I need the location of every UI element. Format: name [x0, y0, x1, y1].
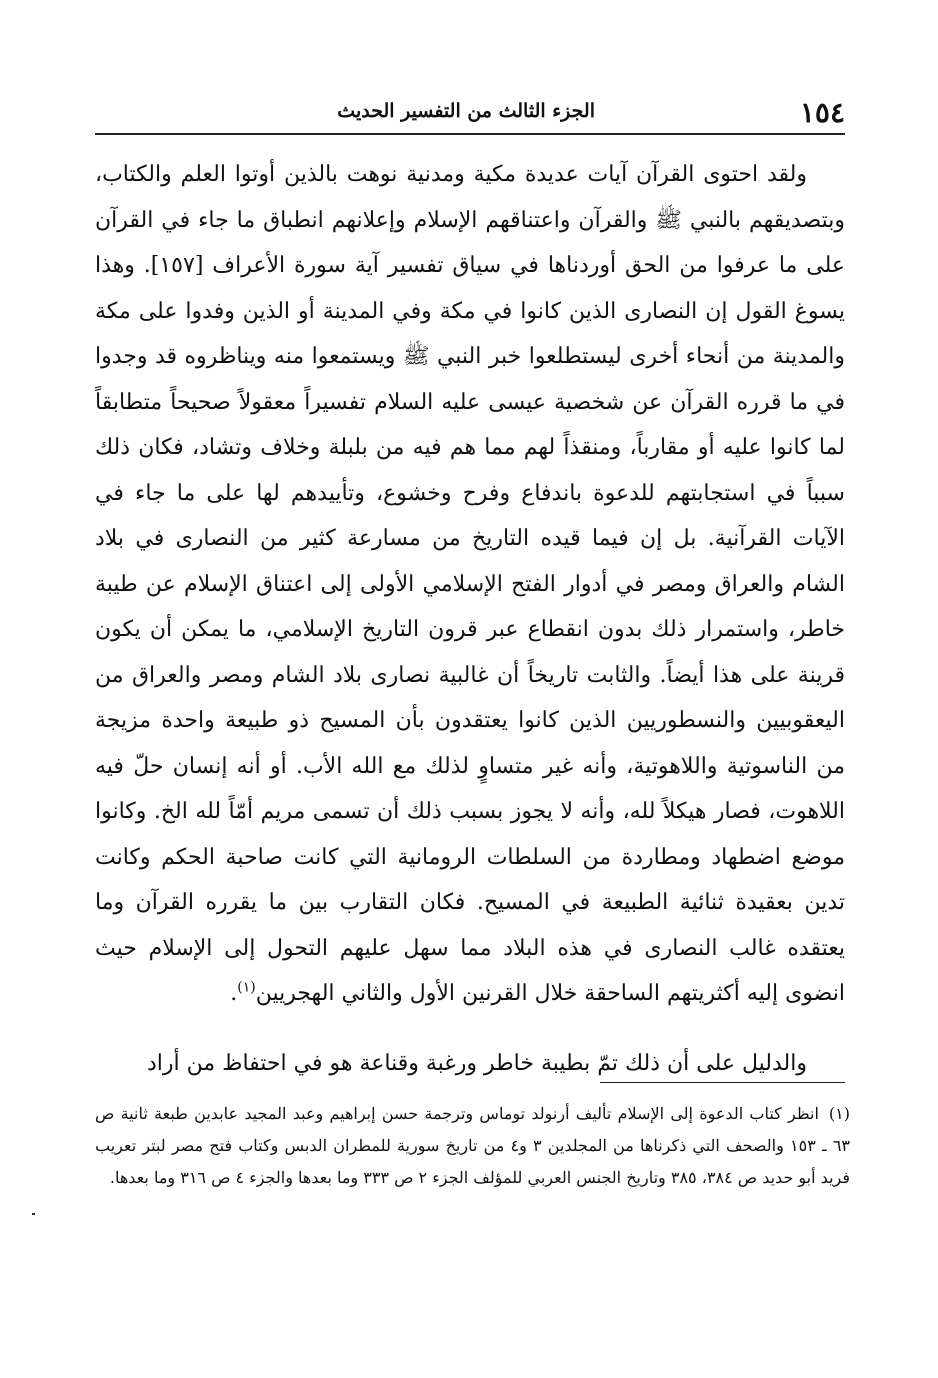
- paragraph-1-text: ولقد احتوى القرآن آيات عديدة مكية ومدنية نوهت بالذين أوتوا العلم والكتاب، وبتصديقهم بالنبي ﷺ والقرآن واعتناقهم الإسلام وإعلانهم انطباق ما جاء في القرآن على ما عرفوا من الحق أوردناها في سياق تفسير آية سورة الأعراف [١٥٧]. وهذا يسوغ القول إن النصارى الذين كانوا في مكة وفي المدينة أو الذين وفدوا على مكة والمدينة من أنحاء أخرى ليستطلعوا خبر النبي ﷺ ويستمعوا منه ويناظروه قد وجدوا في ما قرره القرآن عن شخصية عيسى عليه السلام تفسيراً معقولاً صحيحاً متطابقاً لما كانوا عليه أو مقارباً، ومنقذاً لهم مما هم فيه من بلبلة وخلاف وتشاد، فكان ذلك سبباً في استجابتهم للدعوة باندفاع وفرح وخشوع، وتأييدهم لها على ما جاء في الآيات القرآنية. بل إن فيما قيده التاريخ من مسارعة كثير من النصارى في بلاد الشام والعراق ومصر في أدوار الفتح الإسلامي الأولى إلى اعتناق الإسلام عن طيبة خاطر، واستمرار ذلك بدون انقطاع عبر قرون التاريخ الإسلامي، ما يمكن أن يكون قرينة على هذا أيضاً. والثابت تاريخاً أن غالبية نصارى بلاد الشام ومصر والعراق من اليعقوبيين والنسطوريين الذين كانوا يعتقدون بأن المسيح ذو طبيعة واحدة مزيجة من الناسوتية واللاهوتية، وأنه غير متساوٍ لذلك مع الله الأب. أو أنه إنسان حلّ فيه اللاهوت، فصار هيكلاً لله، وأنه لا يجوز بسبب ذلك أن تسمى مريم أمّاً لله الخ. وكانوا موضع اضطهاد ومطاردة من السلطات الرومانية التي كانت صاحبة الحكم وكانت تدين بعقيدة ثنائية الطبيعة في المسيح. فكان التقارب بين ما يقرره القرآن وما يعتقده غالب النصارى في هذه البلاد مما سهل عليهم التحول إلى الإسلام حيث انضوى إليه أكثريتهم الساحقة خلال القرنين الأول والثاني الهجريين: [95, 162, 846, 1006]
- footnote-reference: (١): [237, 979, 256, 996]
- page-header: [95, 92, 845, 132]
- footnote-rule: [600, 1082, 845, 1083]
- footnote-text: انظر كتاب الدعوة إلى الإسلام تأليف أرنولد توماس وترجمة حسن إبراهيم وعبد المجيد عابدين طبعة ثانية ص ٦٣ ـ ١٥٣ والصحف التي ذكرناها من المجلدين ٣ و٤ من تاريخ سورية للمطران الدبس وكتاب فتح مصر لبتر تعريب فريد أبو حديد ص ٣٨٤، ٣٨٥ وتاريخ الجنس العربي للمؤلف الجزء ٢ ص ٣٣٣ وما بعدها والجزء ٤ ص ٣١٦ وما بعدها.: [95, 1104, 851, 1187]
- paragraph-1: [95, 152, 845, 1017]
- header-rule: [95, 133, 845, 135]
- footnote: [95, 1098, 850, 1194]
- scan-speck: [32, 1213, 35, 1215]
- main-text: [95, 152, 845, 1086]
- paragraph-2: والدليل على أن ذلك تمّ بطيبة خاطر ورغبة وقناعة هو في احتفاظ من أراد: [146, 1050, 807, 1076]
- footnote-marker: (١): [828, 1104, 850, 1123]
- page-number: ١٥٤: [799, 96, 845, 129]
- running-title: الجزء الثالث من التفسير الحديث: [337, 100, 595, 122]
- paragraph-1-end: .: [230, 981, 238, 1006]
